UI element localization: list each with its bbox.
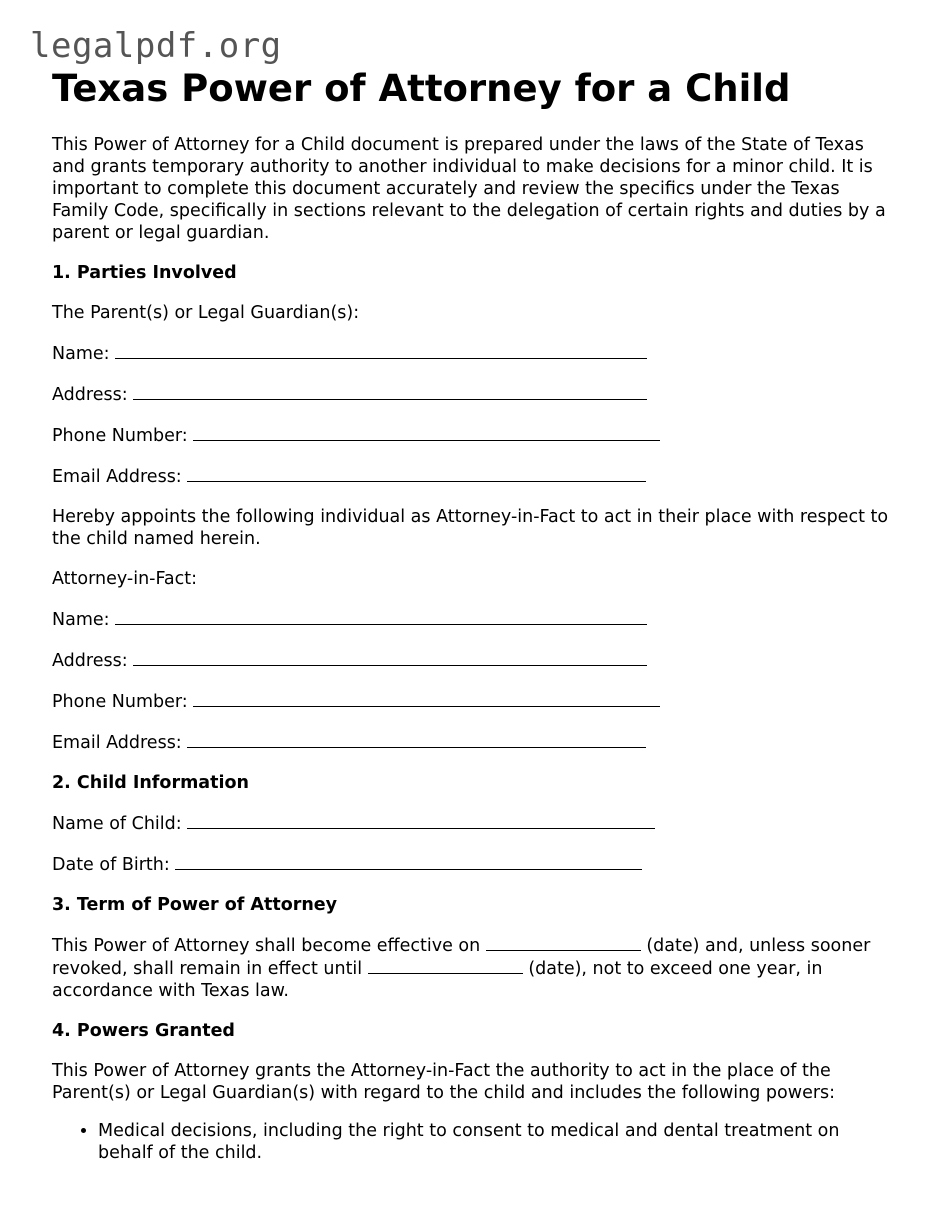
parent-label: The Parent(s) or Legal Guardian(s):	[52, 303, 360, 323]
attorney-phone-row	[52, 690, 892, 713]
appoints-paragraph: Hereby appoints the following individual as Attorney-in-Fact to act in their place with respect to the child named herein.	[52, 507, 889, 549]
parent-email-label: Email Address:	[52, 467, 182, 487]
section-1-heading: 1. Parties Involved	[52, 263, 237, 283]
parent-phone-row	[52, 424, 892, 447]
child-dob-row	[52, 853, 892, 876]
parent-address-row	[52, 383, 892, 406]
parent-name-field[interactable]	[115, 342, 647, 359]
list-item: • Medical decisions, including the right to consent to medical and dental treatment on behalf of the child.	[98, 1120, 892, 1164]
parent-phone-label: Phone Number:	[52, 426, 188, 446]
attorney-phone-label: Phone Number:	[52, 692, 188, 712]
section-2-heading: 2. Child Information	[52, 773, 249, 793]
section-4-heading: 4. Powers Granted	[52, 1021, 235, 1041]
effective-date-field[interactable]	[486, 934, 641, 951]
child-dob-field[interactable]	[175, 853, 642, 870]
attorney-label: Attorney-in-Fact:	[52, 569, 198, 589]
attorney-address-row	[52, 649, 892, 672]
document-body	[52, 66, 892, 1164]
attorney-email-label: Email Address:	[52, 733, 182, 753]
end-date-field[interactable]	[368, 957, 523, 974]
section-3-heading: 3. Term of Power of Attorney	[52, 895, 338, 915]
term-text-c: (date), not to exceed one year, in accordance with Texas law.	[52, 959, 823, 1001]
child-name-field[interactable]	[187, 812, 655, 829]
term-text-a: This Power of Attorney shall become effective on	[52, 936, 481, 956]
parent-email-row	[52, 465, 892, 488]
attorney-email-field[interactable]	[187, 731, 646, 748]
powers-list	[52, 1120, 892, 1164]
page-title: Texas Power of Attorney for a Child	[52, 67, 791, 110]
attorney-phone-field[interactable]	[193, 690, 660, 707]
parent-phone-field[interactable]	[193, 424, 660, 441]
attorney-address-field[interactable]	[133, 649, 647, 666]
attorney-name-field[interactable]	[115, 608, 647, 625]
parent-address-label: Address:	[52, 385, 128, 405]
term-text-b: (date) and, unless sooner revoked, shall remain in effect until	[52, 936, 871, 979]
parent-name-label: Name:	[52, 344, 110, 364]
child-name-label: Name of Child:	[52, 814, 182, 834]
watermark: legalpdf.org	[30, 26, 282, 66]
attorney-address-label: Address:	[52, 651, 128, 671]
parent-name-row	[52, 342, 892, 365]
term-paragraph	[52, 934, 892, 1002]
attorney-name-label: Name:	[52, 610, 110, 630]
intro-paragraph: This Power of Attorney for a Child document is prepared under the laws of the State of Texas and grants temporary authority to another individual to make decisions for a minor child. It is important to complete this document accurately and review the specifics under the Texas Family Code, specifically in sections relevant to the delegation of certain rights and duties by a parent or legal guardian.	[52, 135, 886, 243]
attorney-email-row	[52, 731, 892, 754]
attorney-name-row	[52, 608, 892, 631]
child-name-row	[52, 812, 892, 835]
parent-address-field[interactable]	[133, 383, 647, 400]
powers-paragraph: This Power of Attorney grants the Attorney-in-Fact the authority to act in the place of the Parent(s) or Legal Guardian(s) with regard to the child and includes the following powers:	[52, 1061, 836, 1103]
parent-email-field[interactable]	[187, 465, 646, 482]
child-dob-label: Date of Birth:	[52, 855, 170, 875]
